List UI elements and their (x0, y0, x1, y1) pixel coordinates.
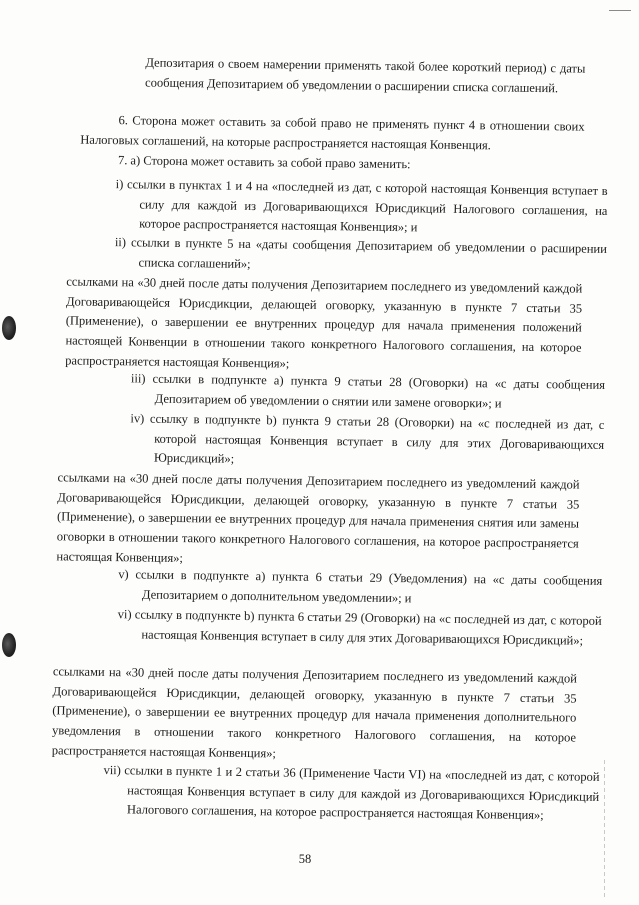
paragraph-7a: 7. а) Сторона может оставить за собой право заменить: (117, 153, 411, 172)
subitem-vi: vi) ссылку в подпункте b) пункта 6 статьи 29 (Оговорки) на «с последней из дат, с которой настоящая Конвенция вступает в силу для этих Договаривающихся Юрисдикций»; (117, 607, 602, 648)
replacement-paragraph-1: ссылками на «30 дней после даты получения Депозитарием последнего из уведомлений каждой Договаривающейся Юрисдикции, делающей оговорку, указанную в пункте 7 статьи 35 (Применение), о завершении ее внутренних процедур для начала применения положений настоящей Конвенции в отношении такого конкретного Налогового соглашения, на которое распространяется настоящая Конвенция»; (65, 274, 583, 371)
subitem-vii: vii) ссылки в пункте 1 и 2 статьи 36 (Применение Части VI) на «последней из дат, с которой настоящая Конвенция вступает в силу для каждой из Договаривающихся Юрисдикций Налогового соглашения, на которое распространяется настоящая Конвенция»; (103, 763, 600, 823)
subitem-ii: ii) ссылки в пункте 5 на «даты сообщения Депозитарием об уведомлении о расширении списка соглашений»; (114, 235, 607, 271)
subitem-i: i) ссылки в пунктах 1 и 4 на «последней из дат, с которой настоящая Конвенция вступает в силу для каждой из Договаривающихся Юрисдикций Налогового соглашения, на которое распространяется настоящая Конвенция»; и (115, 177, 608, 235)
replacement-paragraph-3: ссылками на «30 дней после даты получения Депозитарием последнего из уведомлений каждой Договаривающейся Юрисдикции, делающей оговорку, указанную в пункте 7 статьи 35 (Применение), о завершении ее внутренних процедур для начала применения дополнительного уведомления в отношении такого конкретного Налогового соглашения, на которое распространяется настоящая Конвенция»; (51, 664, 577, 761)
subitem-v: v) ссылки в подпункте a) пункта 6 статьи 29 (Уведомления) на «с даты сообщения Депозитарием о дополнительном уведомлении»; и (118, 567, 603, 605)
page-number: 58 (298, 852, 312, 866)
subitem-iv: iv) ссылку в подпункте b) пункта 9 статьи 28 (Оговорки) на «с последней из дат, с которой настоящая Конвенция вступает в силу для этих Договаривающихся Юрисдикций»; (130, 411, 605, 467)
paragraph-continuation: Депозитария о своем намерении применять такой более короткий период) с даты сообщения Депозитарием об уведомлении о расширении списка соглашений. (145, 55, 586, 95)
subitem-iii: iii) ссылки в подпункте a) пункта 9 статьи 28 (Оговорки) на «с даты сообщения Депозитарием об уведомлении о снятии или замене оговорки»; и (130, 371, 606, 411)
replacement-paragraph-2: ссылками на «30 дней после даты получения Депозитарием последнего из уведомлений каждой Договаривающейся Юрисдикции, делающей оговорку, указанную в пункте 7 статьи 35 (Применение), о завершении ее внутренних процедур для начала применения снятия или замены оговорки в отношении такого конкретного Налогового соглашения, на которое распространяется настоящая Конвенция»; (56, 470, 580, 565)
paragraph-6: 6. Сторона может оставить за собой право не применять пункт 4 в отношении своих Налоговых соглашений, на которые распространяется настоящая Конвенция. (80, 113, 585, 153)
